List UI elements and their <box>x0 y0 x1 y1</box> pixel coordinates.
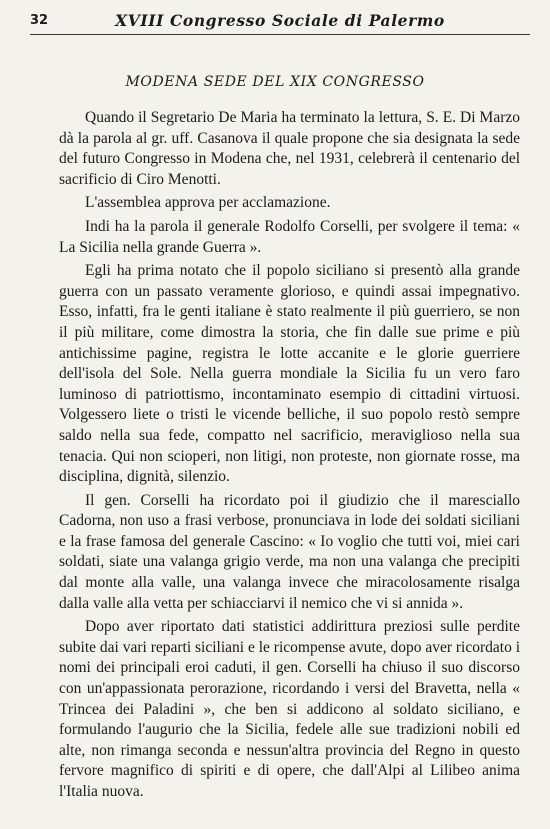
page-number: 32 <box>30 13 49 28</box>
body-text <box>59 108 520 806</box>
running-head: XVIII Congresso Sociale di Palermo <box>115 11 445 30</box>
paragraph: Indi ha la parola il generale Rodolfo Corselli, per svolgere il tema: « La Sicilia nella grande Guerra ». <box>59 217 520 256</box>
paragraph: L'assemblea approva per acclamazione. <box>85 194 331 212</box>
paragraph: Egli ha prima notato che il popolo siciliano si presentò alla grande guerra con un passato veramente glorioso, e quindi assai impegnativo. Esso, infatti, fra le genti italiane è stato realmente il più guerriero, se non il più militare, come dimostra la storia, che fin dalle sue prime e più antichissime pagine, registra le lotte accanite e le glorie guerriere dell'isola del Sole. Nella guerra mondiale la Sicilia fu un vero faro luminoso di patriottismo, incontaminato esempio di cittadini virtuosi. Volgessero liete o tristi le vicende belliche, il suo popolo restò sempre saldo nella sua fede, compatto nel sacrificio, meraviglioso nella sua tenacia. Qui non scioperi, non litigi, non proteste, non giornate rosse, ma disciplina, dignità, silenzio. <box>59 262 520 486</box>
paragraph: Dopo aver riportato dati statistici addirittura preziosi sulle perdite subite dai vari reparti siciliani e le ricompense avute, dopo aver ricordato i nomi dei principali eroi caduti, il gen. Corselli ha chiuso il suo discorso con un'appassionata perorazione, ricordando i versi del Bravetta, nella « Trincea dei Paladini », che ben si addicono al soldato siciliano, e formulando l'augurio che la Sicilia, fedele alle sue tradizioni nobili ed alte, non rimanga seconda e nessun'altra provincia del Regno in questo fervore magnifico di spiriti e di opere, che dall'Alpi al Lilibeo anima l'Italia nuova. <box>59 618 520 800</box>
paragraph: Quando il Segretario De Maria ha terminato la lettura, S. E. Di Marzo dà la parola al gr. uff. Casanova il quale propone che sia designata la sede del futuro Congresso in Modena che, nel 1931, celebrerà il centenario del sacrificio di Ciro Menotti. <box>59 109 520 188</box>
section-title: MODENA SEDE DEL XIX CONGRESSO <box>125 74 425 90</box>
page-header <box>30 10 530 35</box>
paragraph: Il gen. Corselli ha ricordato poi il giudizio che il maresciallo Cadorna, non uso a frasi verbose, pronunciava in lode dei soldati siciliani e la frase famosa del generale Cascino: « Io voglio che tutti voi, miei cari soldati, siate una valanga grigio verde, ma non una valanga che precipiti dal monte alla valle, una valanga invece che miracolosamente risalga dalla valle alla vetta per schiacciarvi il nemico che vi si annida ». <box>59 491 520 612</box>
